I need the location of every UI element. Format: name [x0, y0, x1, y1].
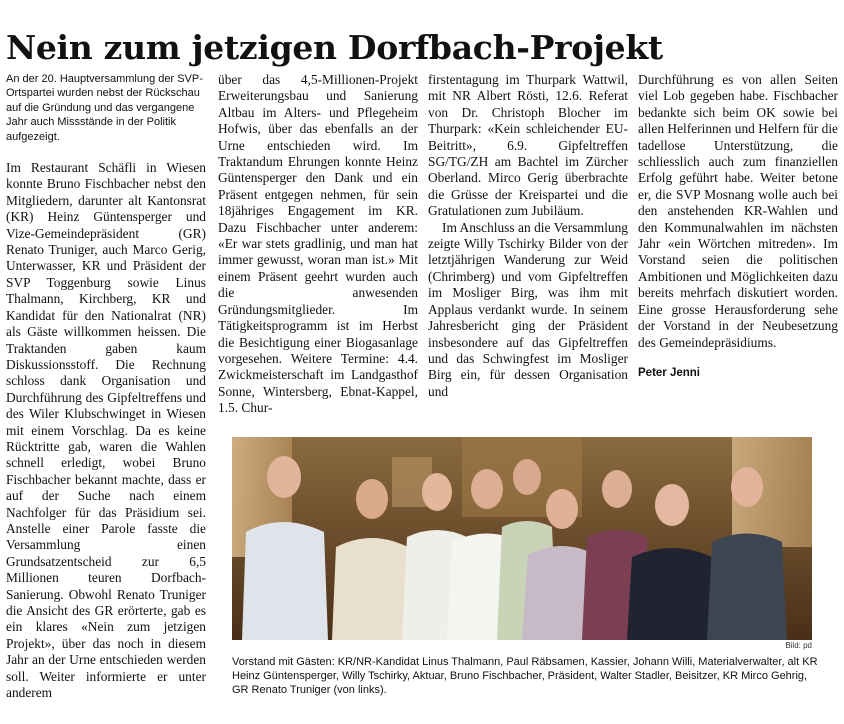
- article-paragraph: Durchführung es von allen Seiten viel Lob gegeben habe. Fischbacher bedankte sich beim OK sowie bei allen Helferinnen und Helfern für die tadellose Unterstützung, die schliesslich auch zum finanziellen Erfolg geführt habe. Weiter betone er, die SVP Mosnang wolle auch bei den anstehenden KR-Wahlen und den Kommunalwahlen im nächsten Jahr «ein Wörtchen mitreden». Im Vorstand seien die politischen Ambitionen und Möglichkeiten dazu bereits mehrfach diskutiert worden. Eine grosse Herausforderung sehe der Vorstand in der Neubesetzung des Gemeindepräsidiums.: [638, 72, 838, 350]
- article-column-3: [428, 72, 628, 400]
- article-paragraph: firstentagung im Thurpark Wattwil, mit NR Albert Rösti, 12.6. Referat von Dr. Christoph Blocher im Thurpark: «Kein schleichender EU-Beitritt», 6.9. Gipfeltreffen SG/TG/ZH am Bachtel im Zürcher Oberland. Mirco Gerig überbrachte die Grüsse der Kreispartei und die Gratulationen zum Jubiläum.: [428, 72, 628, 219]
- group-photo: [232, 437, 812, 640]
- article-column-2: [218, 72, 418, 417]
- photo-credit: Bild: pd: [785, 641, 812, 650]
- article-column-4: [638, 72, 838, 381]
- author-byline: Peter Jenni: [638, 366, 700, 379]
- article-paragraph: Im Anschluss an die Versammlung zeigte Willy Tschirky Bilder von der letztjährigen Wanderung zur Weid (Chrimberg) und vom Gipfeltreffen im Mosliger Birg, was ihm mit Applaus verdankt wurde. In seinem Jahresbericht ging der Präsident insbesondere auf das Gipfeltreffen und das Schwingfest im Mosliger Birg ein, für dessen Organisation und: [428, 219, 628, 399]
- group-photo-illustration: [232, 437, 812, 640]
- article-paragraph: über das 4,5-Millionen-Projekt Erweiterungsbau und Sanierung Altbau im Alters- und Pflegeheim Hofwis, über das ebenfalls an der Urne entschieden wird. Im Traktandum Ehrungen konnte Heinz Güntensperger den Dank und ein Präsent entgegen nehmen, für sein 18jähriges Engagement im KR. Dazu Fischbacher unter anderem: «Er war stets gradlinig, und man hat immer gewusst, woran man ist.» Mit einem Präsent geehrt wurden auch die anwesenden Gründungsmitglieder. Im Tätigkeitsprogramm ist im Herbst die Besichtigung einer Biogasanlage vorgesehen. Weitere Termine: 4.4. Zwickmeisterschaft im Landgasthof Sonne, Wintersberg, Ebnat-Kappel, 1.5. Chur-: [218, 72, 418, 416]
- article-paragraph: Im Restaurant Schäfli in Wiesen konnte Bruno Fischbacher nebst den Mitgliedern, darunter alt Kantonsrat (KR) Heinz Güntensperger und Vize-Gemeindepräsident (GR) Renato Truniger, auch Marco Gerig, Unterwasser, KR und Präsident der SVP Toggenburg sowie Linus Thalmann, Kirchberg, KR und Kandidat für den Nationalrat (NR) als Gäste willkommen heissen. Die Traktanden gaben kaum Diskussionsstoff. Die Rechnung schloss dank Organisation und Durchführung des Gipfeltreffens und des Wiler Klubschwinget in Wiesen mit einem Vorschlag. Da es keine Rücktritte gab, waren die Wahlen schnell erledigt, wobei Bruno Fischbacher bekannt machte, dass er auf der Suche nach einem Nachfolger für das Präsidium sei. Anstelle einer Parole fasste die Versammlung einen Grundsatzentscheid zur 6,5 Millionen teuren Dorfbach-Sanierung. Obwohl Renato Truniger die Ansicht des GR erörterte, gab es ein klares «Nein zum jetzigen Projekt», über das noch in diesem Jahr an der Urne entschieden werden soll. Weiter informierte er unter anderem: [6, 160, 206, 701]
- article-lead: An der 20. Hauptversammlung der SVP-Ortspartei wurden nebst der Rückschau auf die Gründung und das vergangene Jahr auch Missstände in der Politik aufgezeigt.: [6, 73, 203, 143]
- article-column-1: [6, 72, 206, 720]
- headline: Nein zum jetzigen Dorfbach-Projekt: [6, 28, 663, 68]
- photo-caption: Vorstand mit Gästen: KR/NR-Kandidat Linus Thalmann, Paul Räbsamen, Kassier, Johann Willi, Materialverwalter, alt KR Heinz Güntensperger, Willy Tschirky, Aktuar, Bruno Fischbacher, Präsident, Walter Stadler, Beisitzer, KR Mirco Gehrig, GR Renato Truniger (von links).: [232, 656, 818, 697]
